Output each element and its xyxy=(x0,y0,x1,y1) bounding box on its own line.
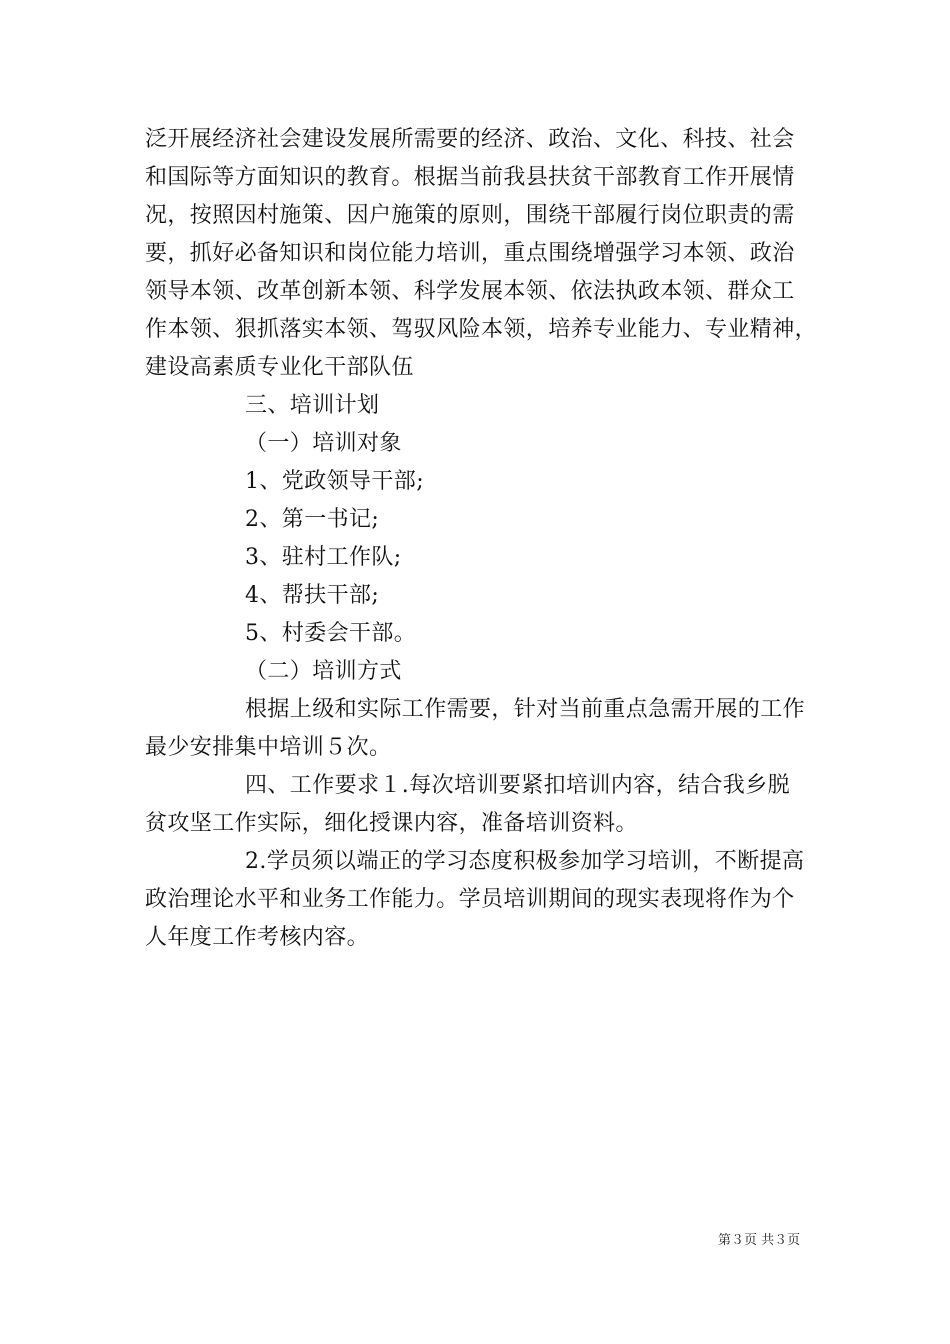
body-text-line: 作本领、狠抓落实本领、驾驭风险本领，培养专业能力、专业精神， xyxy=(145,317,818,342)
page-number-footer: 第３页 共３页 xyxy=(718,1233,801,1248)
body-text-line: 领导本领、改革创新本领、科学发展本领、依法执政本领、群众工 xyxy=(145,279,795,304)
body-text-line: 人年度工作考核内容。 xyxy=(145,925,370,950)
body-text-line: 2.学员须以端正的学习态度积极参加学习培训，不断提高 xyxy=(245,849,805,874)
body-text-line: 建设高素质专业化干部队伍 xyxy=(145,355,414,380)
subheading-training-method: （二）培训方式 xyxy=(245,659,402,684)
body-text-line: 要，抓好必备知识和岗位能力培训，重点围绕增强学习本领、政治 xyxy=(145,241,795,266)
list-item: 1、党政领导干部; xyxy=(245,469,425,494)
section-heading-work-requirements: 四、工作要求１.每次培训要紧扣培训内容，结合我乡脱 xyxy=(245,773,790,798)
body-text-line: 和国际等方面知识的教育。根据当前我县扶贫干部教育工作开展情 xyxy=(145,165,795,190)
list-item: 3、驻村工作队; xyxy=(245,545,402,570)
body-text-line: 根据上级和实际工作需要，针对当前重点急需开展的工作 xyxy=(245,697,806,722)
list-item: 4、帮扶干部; xyxy=(245,583,380,608)
section-heading-training-plan: 三、培训计划 xyxy=(245,393,380,418)
body-text-line: 况，按照因村施策、因户施策的原则，围绕干部履行岗位职责的需 xyxy=(145,203,795,228)
body-text-line: 贫攻坚工作实际，细化授课内容，准备培训资料。 xyxy=(145,811,638,836)
subheading-training-targets: （一）培训对象 xyxy=(245,431,402,456)
body-text-line: 最少安排集中培训５次。 xyxy=(145,735,392,760)
body-text-line: 泛开展经济社会建设发展所需要的经济、政治、文化、科技、社会 xyxy=(145,127,795,152)
list-item: 2、第一书记; xyxy=(245,507,380,532)
list-item: 5、村委会干部。 xyxy=(245,621,417,646)
body-text-line: 政治理论水平和业务工作能力。学员培训期间的现实表现将作为个 xyxy=(145,887,795,912)
